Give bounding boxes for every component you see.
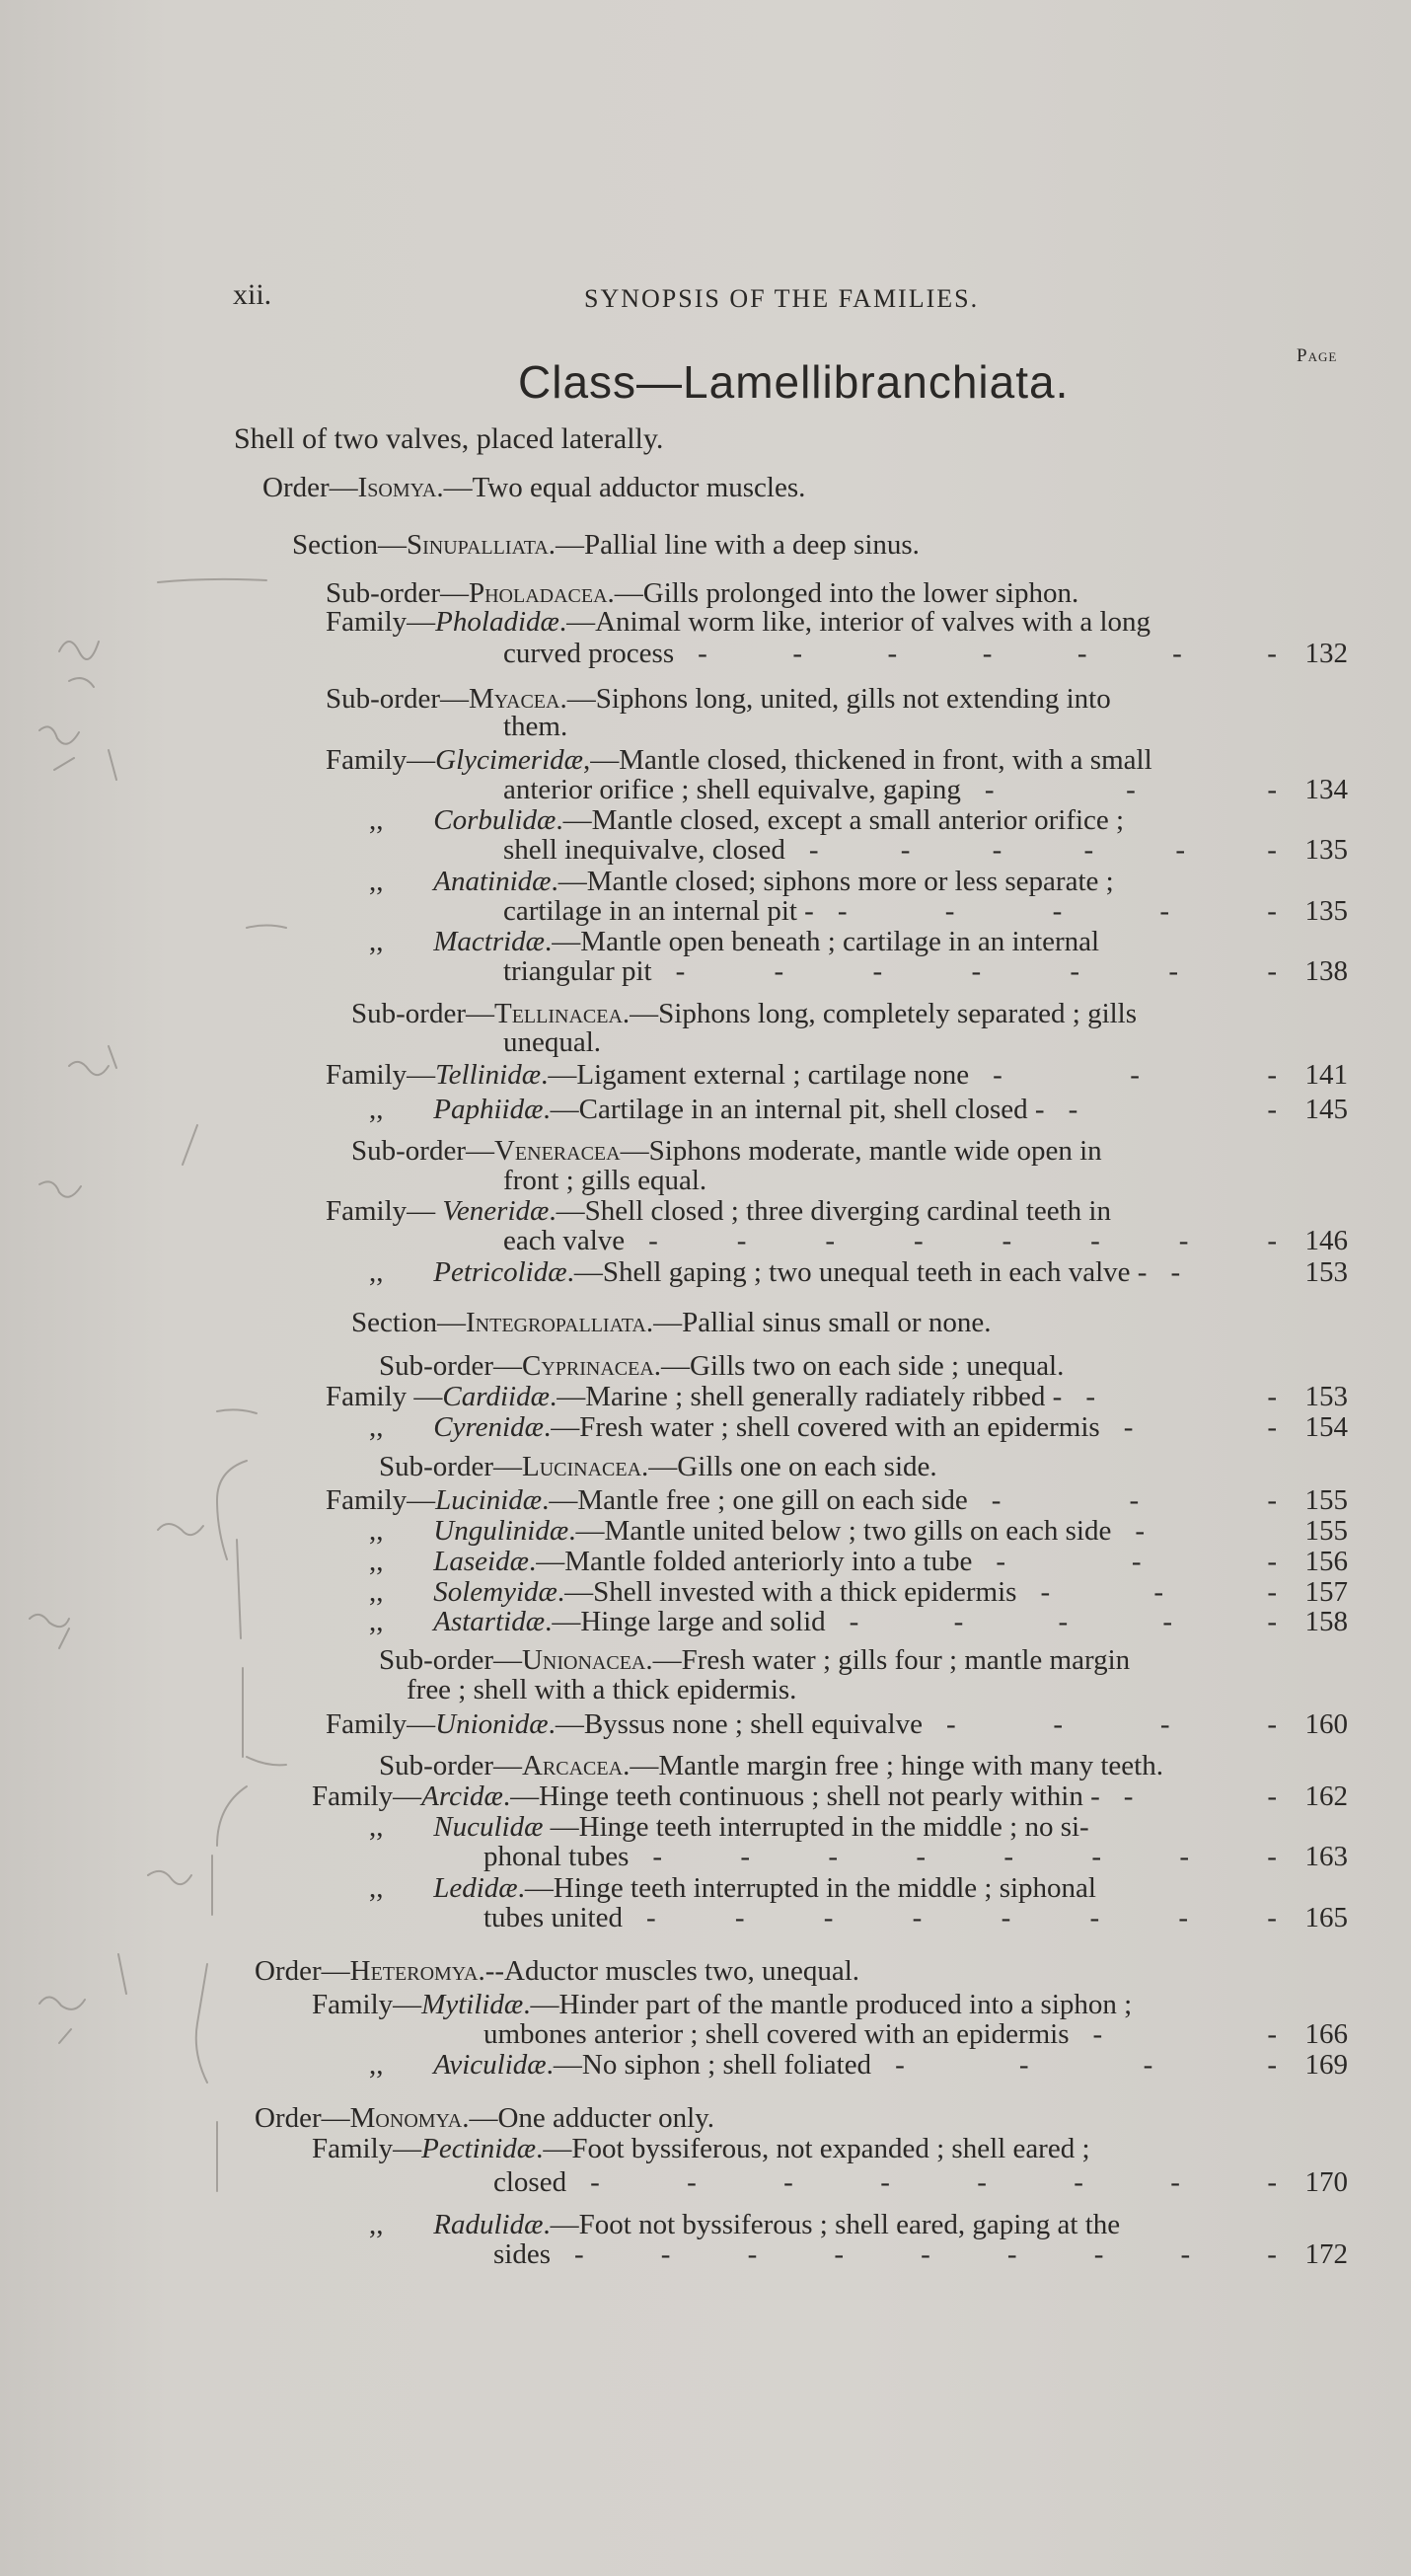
entry-suborder-arcacea (379, 1750, 1163, 1782)
entry-prefix: ,, (369, 1606, 434, 1637)
page-ref: 162 (1304, 1780, 1348, 1812)
family-name: Paphiidæ (433, 1094, 544, 1125)
leader-dashes: - - - - - - (808, 834, 1279, 866)
page-ref: 170 (1304, 2166, 1348, 2198)
entry-family-arcidae (312, 1780, 1100, 1813)
leader-dashes: - - (1092, 2018, 1279, 2050)
entry-prefix: Sub-order— (379, 1350, 522, 1382)
family-name: Veneridæ (442, 1195, 550, 1227)
entry-suborder-tellinacea (351, 998, 1137, 1030)
taxon-name: Sinupalliata (407, 529, 549, 561)
page-ref: 153 (1304, 1256, 1348, 1288)
page-ref: 135 (1304, 895, 1348, 927)
entry-prefix: Family — (326, 1381, 443, 1412)
family-name: Cyrenidæ (433, 1411, 544, 1443)
entry-text: .—Byssus none ; shell equivalve (548, 1708, 923, 1740)
entry-family-mactridae-2 (503, 955, 652, 988)
entry-text: each valve (503, 1225, 626, 1256)
entry-text: phonal tubes (483, 1841, 630, 1872)
page-ref: 156 (1304, 1546, 1348, 1577)
entry-text: .—Gills prolonged into the lower siphon. (607, 577, 1079, 609)
entry-text: .—Shell gaping ; two unequal teeth in each valve - (566, 1256, 1148, 1288)
entry-family-glycimeridae-2 (503, 774, 961, 806)
leader-dashes: - - - - - (849, 1606, 1279, 1637)
entry-prefix: Section— (351, 1307, 466, 1338)
family-name: Radulidæ (433, 2209, 544, 2240)
leader-dashes: - - (1123, 1780, 1279, 1812)
entry-family-pholadidae-2 (503, 638, 674, 670)
entry-prefix: ,, (369, 1872, 434, 1904)
family-name: Ungulinidæ (433, 1515, 569, 1547)
entry-text: .—Mantle united below ; two gills on each side (568, 1515, 1112, 1547)
entry-text: .—Hinge teeth interrupted in the middle ; siphonal (517, 1872, 1096, 1904)
taxon-name: Lucinacea (521, 1451, 642, 1482)
leader-dashes: - - (1068, 1094, 1279, 1125)
taxon-name: Integropalliata (466, 1307, 646, 1338)
page-ref: 160 (1304, 1708, 1348, 1740)
entry-suborder-unionacea-2 (407, 1674, 796, 1706)
entry-prefix: ,, (369, 1546, 434, 1577)
entry-prefix: ,, (369, 926, 434, 957)
entry-text: .—Two equal adductor muscles. (436, 472, 806, 503)
entry-suborder-veneracea-2 (503, 1165, 706, 1197)
entry-text: .—Mantle folded anteriorly into a tube (528, 1546, 973, 1577)
family-name: Pectinidæ (421, 2133, 537, 2164)
family-name: Anatinidæ (433, 866, 552, 897)
taxon-name: Pholadacea (468, 577, 608, 609)
taxon-name: Monomya (349, 2102, 463, 2134)
entry-family-radulidae (369, 2209, 1120, 2241)
entry-prefix: ,, (369, 804, 434, 836)
entry-text: .—Hinge teeth continuous ; shell not pearly within - (502, 1780, 1100, 1812)
leader-dashes: - - - (1040, 1576, 1279, 1608)
family-name: Pholadidæ (435, 606, 559, 638)
entry-suborder-myacea (326, 683, 1111, 716)
entry-prefix: Family— (326, 744, 436, 776)
page-ref: 132 (1304, 638, 1348, 669)
entry-family-nuculidae-2 (483, 1841, 629, 1873)
entry-text: shell inequivalve, closed (503, 834, 785, 866)
page-column-label: Page (1297, 345, 1338, 366)
taxon-name: Arcacea (521, 1750, 624, 1781)
entry-prefix: Order— (255, 2102, 350, 2134)
entry-text: —Siphons moderate, mantle wide open in (620, 1135, 1102, 1167)
entry-family-cardiidae (326, 1381, 1062, 1413)
entry-text: —Hinge teeth interrupted in the middle ; no si- (543, 1811, 1089, 1843)
family-name: Cardiidæ (442, 1381, 550, 1412)
running-title: SYNOPSIS OF THE FAMILIES. (584, 284, 980, 313)
entry-prefix: Sub-order— (326, 683, 469, 715)
entry-family-nuculidae (369, 1811, 1089, 1844)
family-name: Unionidæ (435, 1708, 549, 1740)
entry-text: tubes united (483, 1902, 623, 1933)
entry-text: front ; gills equal. (503, 1165, 707, 1196)
leader-dashes: - - - - - (837, 895, 1279, 927)
entry-text: .—Ligament external ; cartilage none (541, 1059, 970, 1091)
entry-prefix: Family— (326, 1059, 436, 1091)
taxon-name: Veneracea (493, 1135, 621, 1167)
entry-prefix: ,, (369, 2049, 434, 2081)
entry-text: unequal. (503, 1026, 602, 1058)
entry-prefix: Family— (312, 1780, 422, 1812)
entry-text: .—Shell invested with a thick epidermis (557, 1576, 1017, 1608)
leader-dashes: - - - - - - - (675, 955, 1279, 987)
class-title: Class—Lamellibranchiata. (518, 356, 1070, 408)
entry-text: curved process (503, 638, 675, 669)
page-ref: 146 (1304, 1225, 1348, 1256)
leader-dashes: - - - (993, 1059, 1279, 1091)
family-name: Astartidæ (433, 1606, 546, 1637)
entry-order-monomya (255, 2102, 714, 2135)
entry-text: .—Foot not byssiferous ; shell eared, gaping at the (543, 2209, 1121, 2240)
leader-dashes: - - - - - - - - - (574, 2238, 1279, 2270)
entry-section-integropalliata (351, 1307, 991, 1339)
family-name: Ledidæ (433, 1872, 518, 1904)
entry-prefix: Order— (262, 472, 358, 503)
entry-suborder-myacea-2 (503, 711, 567, 743)
entry-family-mactridae (369, 926, 1099, 958)
entry-prefix: ,, (369, 1256, 434, 1288)
family-name: Glycimeridæ (435, 744, 583, 776)
entry-text: sides (493, 2238, 551, 2270)
taxon-name: Heteromya (349, 1955, 479, 1987)
taxon-name: Cyprinacea (521, 1350, 654, 1382)
pencil-annotations (0, 0, 296, 2576)
entry-prefix: Family— (326, 1708, 436, 1740)
entry-prefix: Sub-order— (351, 1135, 494, 1167)
entry-family-unionidae (326, 1708, 923, 1741)
entry-text: .—Pallial sinus small or none. (645, 1307, 992, 1338)
entry-family-ledidae (369, 1872, 1096, 1905)
entry-text: free ; shell with a thick epidermis. (407, 1674, 797, 1705)
family-name: Solemyidæ (433, 1576, 557, 1608)
entry-order-isomya (262, 472, 805, 504)
entry-family-aviculidae (369, 2049, 871, 2082)
entry-text: .—Hinge large and solid (545, 1606, 826, 1637)
entry-family-pholadidae (326, 606, 1151, 639)
entry-prefix: Section— (292, 529, 407, 561)
entry-prefix: Family— (326, 1195, 443, 1227)
entry-suborder-lucinacea (379, 1451, 937, 1483)
taxon-name: Isomya (357, 472, 437, 503)
family-name: Petricolidæ (433, 1256, 567, 1288)
entry-prefix: ,, (369, 1811, 434, 1843)
entry-text: .—Gills one on each side. (641, 1451, 937, 1482)
page-ref: 169 (1304, 2049, 1348, 2081)
entry-suborder-unionacea (379, 1644, 1130, 1677)
entry-text: umbones anterior ; shell covered with an epidermis (483, 2018, 1070, 2050)
entry-text: .—Mantle open beneath ; cartilage in an internal (545, 926, 1100, 957)
entry-family-radulidae-2 (493, 2238, 551, 2271)
entry-prefix: Sub-order— (379, 1451, 522, 1482)
taxon-name: Tellinacea (493, 998, 623, 1029)
family-name: Aviculidæ (433, 2049, 547, 2081)
entry-prefix: Family— (326, 1484, 436, 1516)
entry-text: closed (493, 2166, 567, 2198)
entry-family-astartidae (369, 1606, 826, 1638)
entry-prefix: ,, (369, 1515, 434, 1547)
entry-prefix: Sub-order— (379, 1644, 522, 1676)
entry-prefix: ,, (369, 2209, 434, 2240)
leader-dashes: - - - (991, 1484, 1279, 1516)
entry-family-corbulidae (369, 804, 1124, 837)
leader-dashes: - - - - - - - - (590, 2166, 1279, 2198)
page-ref: 155 (1304, 1484, 1348, 1516)
family-name: Nuculidæ (433, 1811, 544, 1843)
entry-family-ledidae-2 (483, 1902, 623, 1934)
entry-family-mytilidae (312, 1989, 1132, 2021)
page-ref: 135 (1304, 834, 1348, 866)
entry-suborder-veneracea (351, 1135, 1102, 1168)
page-ref: 134 (1304, 774, 1348, 805)
entry-prefix: ,, (369, 1411, 434, 1443)
entry-prefix: Family— (312, 2133, 422, 2164)
leader-dashes: - - - - - - - - (648, 1225, 1279, 1256)
page-ref: 157 (1304, 1576, 1348, 1608)
family-name: Arcidæ (421, 1780, 503, 1812)
page-ref: 172 (1304, 2238, 1348, 2270)
entry-family-veneridae (326, 1195, 1111, 1228)
entry-text: .—Siphons long, completely separated ; gills (622, 998, 1138, 1029)
entry-text: .—Animal worm like, interior of valves with a long (558, 606, 1151, 638)
leader-dashes: - (1135, 1515, 1147, 1547)
entry-text: .—No siphon ; shell foliated (546, 2049, 872, 2081)
family-name: Mytilidæ (421, 1989, 524, 2020)
entry-family-solemyidae (369, 1576, 1016, 1609)
leader-dashes: - - (1085, 1381, 1279, 1412)
entry-text: .--Aductor muscles two, unequal. (478, 1955, 860, 1987)
entry-family-veneridae-2 (503, 1225, 625, 1257)
entry-prefix: ,, (369, 866, 434, 897)
page-ref: 138 (1304, 955, 1348, 987)
entry-prefix: Sub-order— (326, 577, 469, 609)
page-ref: 163 (1304, 1841, 1348, 1872)
entry-text: ,—Mantle closed, thickened in front, with a small (582, 744, 1152, 776)
entry-suborder-cyprinacea (379, 1350, 1064, 1383)
page-ref: 158 (1304, 1606, 1348, 1637)
taxon-name: Myacea (468, 683, 560, 715)
entry-text: .—Cartilage in an internal pit, shell closed - (543, 1094, 1045, 1125)
entry-family-tellinidae (326, 1059, 969, 1092)
entry-text: .—Mantle closed, except a small anterior orifice ; (556, 804, 1125, 836)
leader-dashes: - - - - - - - - (645, 1902, 1279, 1933)
leader-dashes: - - - - - - - (698, 638, 1279, 669)
entry-text: .—Foot byssiferous, not expanded ; shell eared ; (536, 2133, 1090, 2164)
page-number: xii. (233, 278, 272, 311)
entry-text: .—Mantle closed; siphons more or less separate ; (551, 866, 1114, 897)
entry-prefix: Sub-order— (351, 998, 494, 1029)
entry-text: .—Mantle margin free ; hinge with many teeth. (623, 1750, 1163, 1781)
entry-prefix: Order— (255, 1955, 350, 1987)
entry-family-lucinidae (326, 1484, 968, 1517)
entry-family-anatinidae (369, 866, 1114, 898)
entry-prefix: ,, (369, 1576, 434, 1608)
entry-text: .—Fresh water ; gills four ; mantle margin (645, 1644, 1131, 1676)
entry-family-cyrenidae (369, 1411, 1100, 1444)
leader-dashes: - - - - (895, 2049, 1279, 2081)
entry-text: .—Marine ; shell generally radiately ribbed - (549, 1381, 1063, 1412)
entry-prefix: Family— (326, 606, 436, 638)
leader-dashes: - - - (984, 774, 1279, 805)
entry-text: .—Siphons long, united, gills not extending into (559, 683, 1111, 715)
entry-text: cartilage in an internal pit - (503, 895, 814, 927)
entry-order-heteromya (255, 1955, 859, 1988)
page-ref: 153 (1304, 1381, 1348, 1412)
entry-suborder-tellinacea-2 (503, 1026, 601, 1059)
page-ref: 154 (1304, 1411, 1348, 1443)
page-ref: 141 (1304, 1059, 1348, 1091)
family-name: Tellinidæ (435, 1059, 542, 1091)
entry-family-mytilidae-2 (483, 2018, 1070, 2051)
entry-family-ungulinidae (369, 1515, 1111, 1548)
entry-text: .—Gills two on each side ; unequal. (653, 1350, 1065, 1382)
family-name: Lucinidæ (435, 1484, 543, 1516)
entry-family-anatinidae-2 (503, 895, 814, 928)
entry-family-paphiidae (369, 1094, 1045, 1126)
page-ref: 155 (1304, 1515, 1348, 1547)
page-ref: 145 (1304, 1094, 1348, 1125)
entry-text: triangular pit (503, 955, 652, 987)
entry-prefix: Sub-order— (379, 1750, 522, 1781)
leader-dashes: - (1170, 1256, 1183, 1288)
leader-dashes: - - - (996, 1546, 1279, 1577)
entry-text: .—One adducter only. (462, 2102, 715, 2134)
entry-family-pectinidae (312, 2133, 1090, 2165)
entry-text: .—Mantle free ; one gill on each side (542, 1484, 968, 1516)
entry-family-glycimeridae (326, 744, 1152, 777)
family-name: Laseidæ (433, 1546, 529, 1577)
entry-text: them. (503, 711, 568, 742)
entry-text: .—Fresh water ; shell covered with an epidermis (543, 1411, 1100, 1443)
entry-text: .—Hinder part of the mantle produced into a siphon ; (523, 1989, 1133, 2020)
leader-dashes: - - - - - - - - (652, 1841, 1279, 1872)
entry-text: anterior orifice ; shell equivalve, gaping (503, 774, 961, 805)
entry-text: .—Pallial line with a deep sinus. (548, 529, 920, 561)
entry-prefix: ,, (369, 1094, 434, 1125)
intro-text: Shell of two valves, placed laterally. (234, 422, 664, 455)
entry-family-corbulidae-2 (503, 834, 785, 867)
family-name: Mactridæ (433, 926, 546, 957)
leader-dashes: - - - - (945, 1708, 1279, 1740)
family-name: Corbulidæ (433, 804, 557, 836)
entry-section-sinupalliata (292, 529, 920, 562)
entry-family-pectinidae-2 (493, 2166, 566, 2199)
entry-prefix: Family— (312, 1989, 422, 2020)
entry-text: .—Shell closed ; three diverging cardinal teeth in (549, 1195, 1111, 1227)
page-ref: 165 (1304, 1902, 1348, 1933)
page-ref: 166 (1304, 2018, 1348, 2050)
leader-dashes: - - (1123, 1411, 1279, 1443)
entry-family-laseidae (369, 1546, 972, 1578)
taxon-name: Unionacea (521, 1644, 646, 1676)
entry-family-petricolidae (369, 1256, 1147, 1289)
